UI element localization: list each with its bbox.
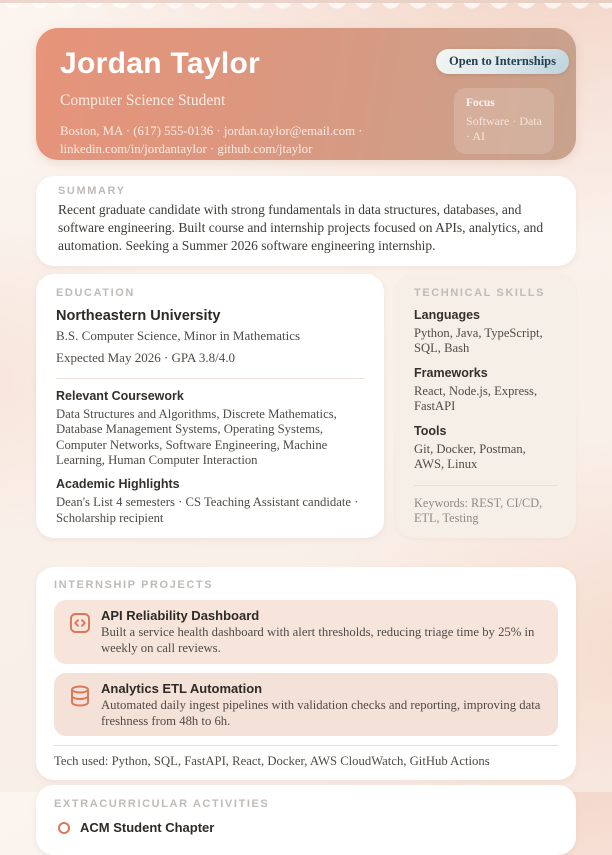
circle-icon (58, 822, 70, 834)
contact-line-1: Boston, MA · (617) 555-0136 · jordan.taylor@email.com · (60, 124, 363, 138)
code-icon (68, 611, 92, 635)
project-title: Analytics ETL Automation (101, 680, 263, 696)
tech-used-line: Tech used: Python, SQL, FastAPI, React, Docker, AWS CloudWatch, GitHub Actions (54, 745, 558, 769)
projects-heading: INTERNSHIP PROJECTS (54, 579, 214, 592)
project-description: Automated daily ingest pipelines with validation checks and reporting, improving data freshness from 48h to 6h. (101, 697, 541, 728)
skill-group-tools (414, 424, 558, 473)
project-description: Built a service health dashboard with alert thresholds, reducing triage time by 25% in weekly on call reviews. (101, 625, 535, 655)
focus-box (454, 88, 554, 154)
two-column-section (36, 274, 576, 539)
project-body (101, 679, 544, 730)
extracurricular-item (58, 820, 558, 835)
project-body (101, 606, 544, 657)
skill-group-items: React, Node.js, Express, FastAPI (414, 383, 538, 414)
degree: B.S. Computer Science, Minor in Mathematics (56, 327, 301, 343)
focus-label: Focus (466, 97, 495, 109)
extracurricular-heading: EXTRACURRICULAR ACTIVITIES (54, 798, 270, 811)
person-name: Jordan Taylor (60, 47, 261, 80)
summary-heading: SUMMARY (58, 185, 126, 197)
skill-group-items: Python, Java, TypeScript, SQL, Bash (414, 325, 543, 356)
summary-card (36, 176, 576, 266)
divider (414, 485, 558, 486)
skill-group-items: Git, Docker, Postman, AWS, Linux (414, 441, 526, 472)
contact-info (60, 123, 452, 158)
skills-heading: TECHNICAL SKILLS (414, 286, 546, 299)
coursework-label: Relevant Coursework (56, 388, 184, 403)
project-item (54, 673, 558, 737)
extracurricular-title: ACM Student Chapter (80, 820, 215, 836)
focus-items: Software · Data · AI (466, 114, 542, 143)
coursework-list: Data Structures and Algorithms, Discrete Mathematics, Database Management Systems, Operating Systems, Computer Networks, Software Engineering, Machine Learning, Human Computer Interaction (56, 406, 337, 468)
skill-group-languages (414, 308, 558, 357)
highlights-list: Dean's List 4 semesters · CS Teaching Assistant candidate · Scholarship recipient (56, 494, 359, 525)
highlights-label: Academic Highlights (56, 476, 180, 491)
skill-group-label: Languages (414, 307, 480, 322)
skill-group-frameworks (414, 366, 558, 415)
database-icon (68, 684, 92, 708)
project-title: API Reliability Dashboard (101, 608, 260, 624)
contact-line-2: linkedin.com/in/jordantaylor · github.com/jtaylor (60, 141, 313, 156)
header-card (36, 28, 576, 160)
skill-group-label: Tools (414, 423, 447, 438)
education-heading: EDUCATION (56, 286, 135, 299)
person-title: Computer Science Student (60, 92, 226, 109)
technical-skills-card (396, 274, 576, 538)
skill-group-label: Frameworks (414, 365, 488, 380)
school-name: Northeastern University (56, 307, 221, 324)
extracurricular-card (36, 785, 576, 855)
internship-projects-card (36, 567, 576, 780)
project-item (54, 600, 558, 664)
education-card (36, 274, 384, 539)
divider (56, 378, 364, 379)
skills-keywords: Keywords: REST, CI/CD, ETL, Testing (414, 495, 543, 525)
summary-text: Recent graduate candidate with strong fundamentals in data structures, databases, and software engineering. Built course and internship projects focused on APIs, analytics, and automation. Seeking a Summer 2026 software engineering internship. (58, 202, 544, 254)
open-to-internships-badge: Open to Internships (436, 49, 569, 74)
graduation-gpa: Expected May 2026 · GPA 3.8/4.0 (56, 349, 235, 365)
